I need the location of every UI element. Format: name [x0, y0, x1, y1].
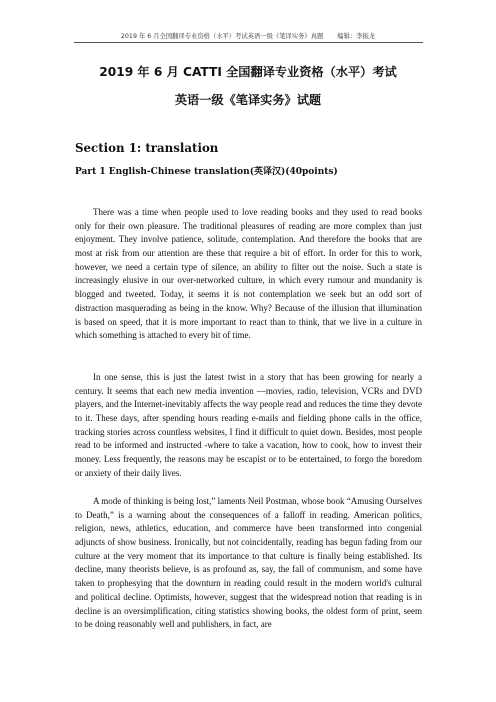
part-heading: Part 1 English-Chinese translation(英译汉)(40points) — [75, 167, 338, 177]
header-rule — [74, 42, 423, 43]
header-editor: 编辑：李振龙 — [337, 33, 376, 40]
paragraph-text: A mode of thinking is being lost,” laments Neil Postman, whose book “Amusing Ourselves to Death,” is a warning about the consequences of a falloff in reading. American politics, religion, news, athletics, education, and commerce have been transformed into congenial adjuncts of show business. Ironically, but not coincidentally, reading has begun fading from our culture at the very moment that its importance to that culture is finally being established. Its decline, many theorists believe, is as profound as, say, the fall of communism, and some have taken to prophesying that the downturn in reading could result in the modern world's cultural and political decline. Optimists, however, suggest that the widespread notion that reading is in decline is an oversimplification, citing statistics showing books, the oldest form of print, seem to be doing reasonably well and publishers, in fact, are — [75, 496, 422, 630]
paragraph-text: In one sense, this is just the latest twist in a story that has been growing for nearly a century. It seems that each new media invention —movies, radio, television, VCRs and DVD players, and the Internet-inevitably affects the way people read and reduces the time they devote to it. These days, after spending hours reading e-mails and fielding phone calls in the office, tracking stories across countless websites, I find it difficult to quiet down. Besides, most people read to be informed and instructed -where to take a vacation, how to cook, how to invest their money. Less frequently, the reasons may be escapist or to be entertained, to forgo the boredom or anxiety of their daily lives. — [75, 372, 422, 478]
section-heading: Section 1: translation — [75, 141, 219, 155]
document-title: 2019 年 6 月 CATTI 全国翻译专业资格（水平）考试 — [99, 65, 397, 79]
document-subtitle: 英语一级《笔译实务》试题 — [174, 93, 322, 107]
page-header — [0, 31, 496, 40]
header-text: 2019 年 6 月全国翻译专业资格（水平）考试英语一级《笔译实务》真题 — [120, 33, 324, 40]
paragraph-2 — [75, 371, 422, 481]
paragraph-3 — [75, 495, 422, 632]
paragraph-1 — [75, 206, 422, 343]
paragraph-text: There was a time when people used to love reading books and they used to read books only for their own pleasure. The traditional pleasures of reading are more complex than just enjoyment. They involve patience, solitude, contemplation. And therefore the books that are most at risk from our attention are these that require a bit of effort. In order for this to work, however, we need a certain type of silence, an ability to filter out the noise. Such a state is increasingly elusive in our over-networked culture, in which every rumour and mundanity is blogged and tweeted. Today, it seems it is not contemplation we seek but an odd sort of distraction masquerading as being in the know. Why? Because of the illusion that illumination is based on speed, that it is more important to react than to think, that we live in a culture in which something is attached to every bit of time. — [75, 207, 422, 341]
